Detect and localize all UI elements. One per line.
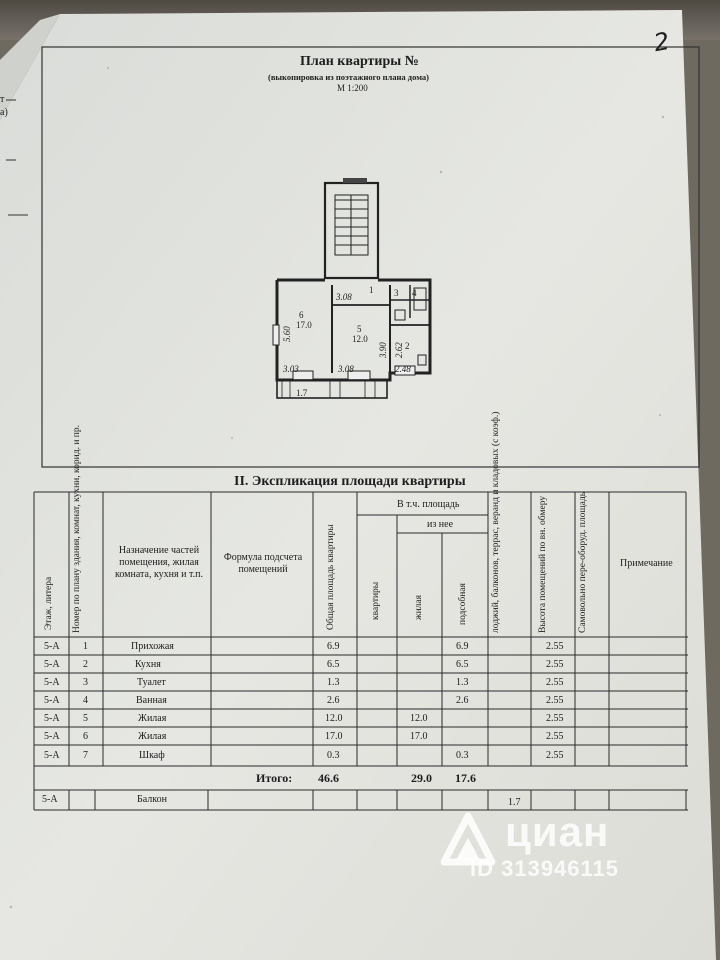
row-total: 6.5 <box>327 659 340 670</box>
row-number: 3 <box>83 677 88 688</box>
room-2-number: 2 <box>405 341 410 351</box>
room-5-area: 12.0 <box>352 334 368 344</box>
header-total-area: Общая площадь квартиры <box>326 524 336 630</box>
dim-room5-width: 3.08 <box>338 364 354 374</box>
header-formula: Формула подсчета помещений <box>223 552 303 575</box>
row-floor: 5-А <box>44 641 60 652</box>
row-living: 12.0 <box>410 713 428 724</box>
header-purpose: Назначение частей помещения, жилая комната, кухня и т.п. <box>115 545 203 580</box>
row-floor: 5-А <box>44 677 60 688</box>
row-floor: 5-А <box>44 695 60 706</box>
row-number: 7 <box>83 750 88 761</box>
header-living: жилая <box>414 595 424 620</box>
row-height: 2.55 <box>546 695 564 706</box>
totals-aux: 17.6 <box>455 771 476 785</box>
row-aux: 2.6 <box>456 695 469 706</box>
row-floor: 5-А <box>44 713 60 724</box>
totals-label: Итого: <box>256 771 293 785</box>
handwritten-page-number: 2 <box>651 26 672 58</box>
header-apartment: квартиры <box>371 581 381 620</box>
row-number: 5 <box>83 713 88 724</box>
row-number: 6 <box>83 731 88 742</box>
row-name: Ванная <box>136 695 167 706</box>
row-number: 2 <box>83 659 88 670</box>
header-room-number: Номер по плану здания, комнат, кухни, корид. и пр. <box>72 425 82 633</box>
row-total: 2.6 <box>327 695 340 706</box>
row-height: 2.55 <box>546 731 564 742</box>
row-name: Жилая <box>138 731 167 742</box>
left-margin-fragment-2: а) <box>0 107 8 118</box>
header-note: Примечание <box>620 558 673 569</box>
plan-subtitle: (выкопировка из поэтажного плана дома) <box>268 72 430 82</box>
plan-title: План квартиры № <box>300 54 419 69</box>
row-floor: 5-А <box>44 750 60 761</box>
row-total: 0.3 <box>327 750 340 761</box>
watermark-id: ID 313946115 <box>470 856 620 881</box>
room-3-number: 3 <box>394 288 399 298</box>
row-number: 1 <box>83 641 88 652</box>
row-name: Жилая <box>138 713 167 724</box>
watermark-brand: циан <box>505 808 610 855</box>
balcony-value: 1.7 <box>508 797 521 808</box>
room-4-number: 4 <box>412 288 417 298</box>
room-6-number: 6 <box>299 310 304 320</box>
room-6-area: 17.0 <box>296 320 312 330</box>
header-illegal-area: Самовольно пере-оборуд. площадь <box>578 491 588 633</box>
dim-hall-width: 3.08 <box>336 292 352 302</box>
balcony-floor: 5-А <box>42 794 58 805</box>
plan-scale: М 1:200 <box>337 83 368 93</box>
row-name: Туалет <box>137 677 166 688</box>
room-1-number: 1 <box>369 285 374 295</box>
dim-balcony: 1.7 <box>296 388 308 398</box>
dim-kitchen-length: 2.62 <box>394 342 404 358</box>
explication-title: II. Экспликация площади квартиры <box>234 474 466 489</box>
header-floor: Этаж, литера <box>44 576 54 630</box>
row-aux: 6.9 <box>456 641 469 652</box>
room-5-number: 5 <box>357 324 362 334</box>
row-height: 2.55 <box>546 713 564 724</box>
dim-room6-length: 5.60 <box>282 326 292 342</box>
row-living: 17.0 <box>410 731 428 742</box>
header-balcony: лоджий, балконов, террас, веранд и кладовых (с коэф.) <box>491 411 501 633</box>
row-aux: 0.3 <box>456 750 469 761</box>
row-floor: 5-А <box>44 731 60 742</box>
header-of-which: из нее <box>427 519 454 530</box>
header-auxiliary: подсобная <box>458 583 468 625</box>
row-height: 2.55 <box>546 750 564 761</box>
row-height: 2.55 <box>546 677 564 688</box>
left-margin-fragment: т <box>0 94 5 105</box>
row-height: 2.55 <box>546 659 564 670</box>
row-total: 17.0 <box>325 731 343 742</box>
header-incl-area: В т.ч. площадь <box>397 499 460 510</box>
row-floor: 5-А <box>44 659 60 670</box>
row-aux: 1.3 <box>456 677 469 688</box>
row-height: 2.55 <box>546 641 564 652</box>
row-total: 12.0 <box>325 713 343 724</box>
row-total: 1.3 <box>327 677 340 688</box>
row-name: Прихожая <box>131 641 174 652</box>
row-number: 4 <box>83 695 88 706</box>
header-height: Высота помещений по вн. обмеру <box>538 495 548 633</box>
row-name: Кухня <box>135 659 161 670</box>
row-aux: 6.5 <box>456 659 469 670</box>
row-name: Шкаф <box>139 750 165 761</box>
balcony-name: Балкон <box>137 794 167 805</box>
dim-room6-width: 3.03 <box>283 364 299 374</box>
row-total: 6.9 <box>327 641 340 652</box>
totals-living: 29.0 <box>411 771 432 785</box>
dim-kitchen-width: 2.48 <box>395 364 411 374</box>
totals-total: 46.6 <box>318 771 339 785</box>
dim-room5-length: 3.90 <box>378 342 388 358</box>
